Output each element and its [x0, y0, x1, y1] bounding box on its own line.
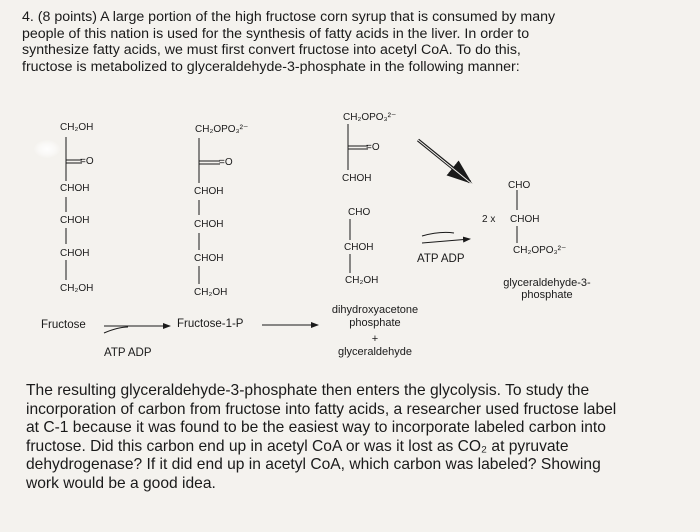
followup-line-6: work would be a good idea. [26, 474, 216, 492]
step1-curve [104, 327, 128, 333]
products-plus: + [371, 333, 379, 345]
followup-line-5: dehydrogenase? If it did end up in acetyl CoA, which carbon was labeled? Showing [26, 456, 601, 474]
g3p-label-line2: phosphate [521, 289, 573, 301]
question-line-4: fructose is metabolized to glyceraldehyde-3-phosphate in the following manner: [22, 58, 520, 75]
fructose-label: Fructose [41, 319, 86, 331]
f1p-c3: CHOH [194, 186, 224, 197]
f1p-label: Fructose-1-P [177, 318, 244, 330]
dhap-c2-carbonyl: =O [366, 142, 380, 153]
step3-curve [422, 232, 454, 236]
f1p-c1: CH₂OPO₃²⁻ [195, 124, 249, 135]
g3p-c1: CHO [508, 180, 531, 191]
products-dhap-line2: phosphate [349, 317, 401, 329]
followup-line-3: at C-1 because it was found to be the easiest way to incorporate labeled carbon into [26, 419, 606, 437]
glyceraldehyde-c2: CHOH [344, 242, 374, 253]
g3p-multiplier: 2 x [482, 214, 496, 225]
followup-line-4: fructose. Did this carbon end up in acetyl CoA or was it lost as CO₂ at pyruvate [26, 437, 569, 455]
glyceraldehyde-c3: CH₂OH [345, 275, 379, 286]
f1p-c6: CH₂OH [194, 287, 228, 298]
question-line-2: people of this nation is used for the synthesis of fatty acids in the liver. In order to [22, 25, 530, 42]
step1-cofactors: ATP ADP [104, 347, 152, 359]
dhap-c3: CHOH [342, 173, 372, 184]
question-line-3: synthesize fatty acids, we must first convert fructose into acetyl CoA. To do this, [22, 42, 521, 58]
fructose-c5: CHOH [60, 248, 90, 259]
g3p-label-line1: glyceraldehyde-3- [503, 277, 591, 289]
g3p-c2: CHOH [510, 214, 540, 225]
fructose-c6: CH₂OH [60, 283, 94, 294]
glyceraldehyde-to-g3p-arrow [422, 239, 470, 243]
f1p-c2-carbonyl: =O [219, 157, 233, 168]
dhap-c1: CH₂OPO₃²⁻ [343, 112, 397, 123]
f1p-c5: CHOH [194, 253, 224, 264]
step3-cofactors: ATP ADP [417, 253, 465, 265]
g3p-c3: CH₂OPO₃²⁻ [513, 245, 567, 256]
followup-line-2: incorporation of carbon from fructose into fatty acids, a researcher used fructose label [26, 400, 617, 418]
photo-glare [34, 140, 60, 158]
products-dhap-line1: dihydroxyacetone [331, 304, 419, 316]
glyceraldehyde-c1: CHO [348, 207, 371, 218]
followup-line-1: The resulting glyceraldehyde-3-phosphate then enters the glycolysis. To study the [26, 382, 590, 399]
question-line-1: 4. (8 points) A large portion of the high fructose corn syrup that is consumed by many [22, 9, 556, 25]
fructose-c1: CH₂OH [60, 122, 94, 133]
products-glyceraldehyde: glyceraldehyde [338, 346, 412, 358]
fructose-c2-carbonyl: =O [80, 156, 94, 167]
fructose-c4: CHOH [60, 215, 90, 226]
fructose-c3: CHOH [60, 183, 90, 194]
followup-paragraph [26, 382, 700, 494]
f1p-c4: CHOH [194, 219, 224, 230]
